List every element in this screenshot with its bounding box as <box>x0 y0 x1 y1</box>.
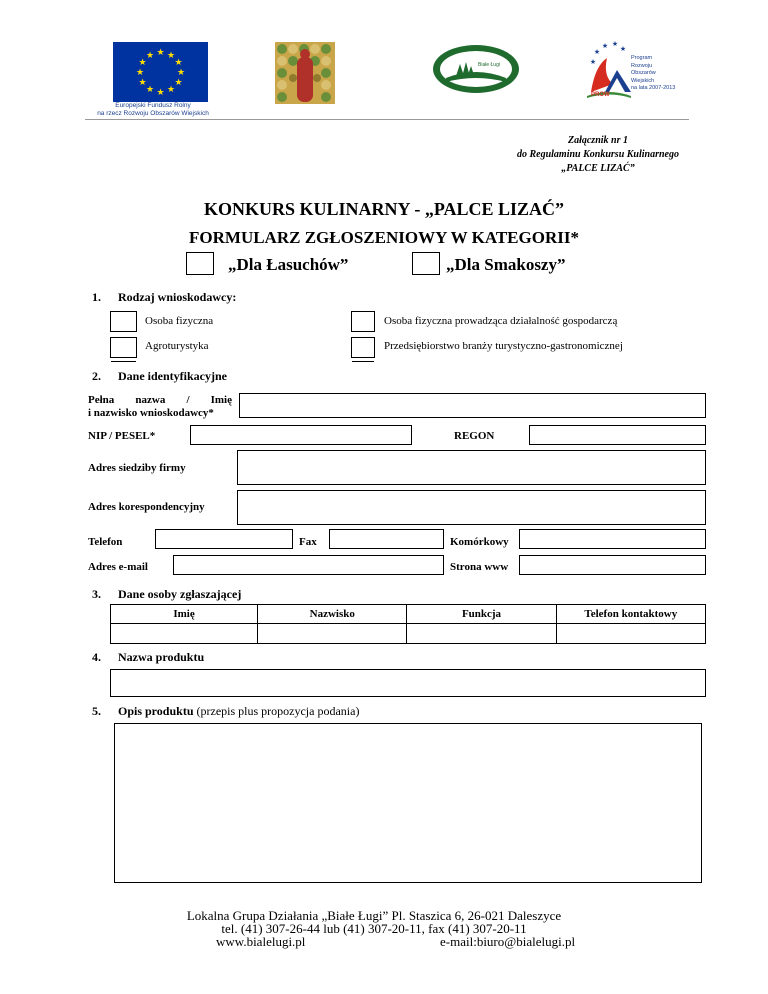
mobile-field[interactable] <box>519 529 706 549</box>
phone-label: Telefon <box>88 536 123 548</box>
footer <box>0 909 768 949</box>
svg-text:★: ★ <box>174 58 183 68</box>
svg-text:★: ★ <box>619 45 627 53</box>
header-divider <box>85 119 689 120</box>
lgd-badge-text: Białe Ługi <box>478 62 500 68</box>
footer-website-link[interactable]: www.bialelugi.pl <box>216 934 306 949</box>
full-name-label-line2: i nazwisko wnioskodawcy* <box>88 407 214 419</box>
prow-abbr: PROW <box>591 92 610 98</box>
eu-caption-line1: Europejski Fundusz Rolny <box>115 102 191 109</box>
divider-mark <box>352 361 374 362</box>
prow-line1: Program <box>631 55 653 61</box>
section1-title: Rodzaj wnioskodawcy: <box>118 290 237 304</box>
correspondence-field[interactable] <box>237 490 706 525</box>
www-field[interactable] <box>519 555 706 575</box>
form-subtitle: FORMULARZ ZGŁOSZENIOWY W KATEGORII* <box>189 228 579 247</box>
svg-text:★: ★ <box>156 88 165 98</box>
form-title: KONKURS KULINARNY - „PALCE LIZAĆ” <box>203 199 565 219</box>
section3-number: 3. <box>92 587 101 601</box>
section2-title: Dane identyfikacyjne <box>118 369 227 383</box>
svg-text:★: ★ <box>145 85 155 95</box>
applicant-checkbox-natural-person[interactable] <box>110 311 137 332</box>
first-name-cell[interactable] <box>111 624 258 644</box>
lgd-badge-icon <box>432 44 520 94</box>
section5-heading <box>92 704 359 719</box>
applicant-option-tourism-company: Przedsiębiorstwo branży turystyczno-gastronomicznej <box>384 340 623 352</box>
email-field[interactable] <box>173 555 444 575</box>
prow-line5: na lata 2007-2013 <box>631 85 676 91</box>
svg-text:★: ★ <box>166 85 176 95</box>
phone-field[interactable] <box>155 529 293 549</box>
column-header-function: Funkcja <box>407 605 556 624</box>
section2-heading <box>92 369 227 384</box>
nip-field[interactable] <box>190 425 412 445</box>
section4-number: 4. <box>92 650 101 664</box>
product-description-field[interactable] <box>114 723 702 883</box>
svg-text:★: ★ <box>601 42 609 50</box>
section1-heading <box>92 290 236 305</box>
applicant-checkbox-business-person[interactable] <box>351 311 375 332</box>
svg-text:★: ★ <box>138 78 147 88</box>
section4-heading <box>92 650 204 665</box>
full-name-field[interactable] <box>239 393 706 418</box>
applicant-checkbox-agrotourism[interactable] <box>110 337 137 358</box>
category-label-smakoszy: „Dla Smakoszy” <box>446 255 566 274</box>
category-label-lasuchow: „Dla Łasuchów” <box>228 255 349 274</box>
divider-mark <box>111 361 136 362</box>
product-name-field[interactable] <box>110 669 706 697</box>
section3-heading <box>92 587 241 602</box>
email-label: Adres e-mail <box>88 561 148 573</box>
section5-number: 5. <box>92 704 101 718</box>
table-header-row <box>111 605 706 624</box>
svg-text:★: ★ <box>611 40 619 48</box>
full-name-label <box>88 394 232 420</box>
svg-text:★: ★ <box>176 68 186 78</box>
column-header-first-name: Imię <box>111 605 258 624</box>
footer-email-link[interactable]: e-mail:biuro@bialelugi.pl <box>440 934 576 949</box>
footer-address: Lokalna Grupa Działania „Białe Ługi” Pl. Staszica 6, 26-021 Daleszyce <box>186 908 562 923</box>
leader-logo <box>275 42 335 104</box>
eu-logo <box>88 42 209 117</box>
eu-caption-line2: na rzecz Rozwoju Obszarów Wiejskich <box>97 110 209 117</box>
annex-line3: „PALCE LIZAĆ” <box>561 163 635 174</box>
phone-cell[interactable] <box>556 624 705 644</box>
svg-text:★: ★ <box>589 58 597 66</box>
prow-logo <box>585 40 685 102</box>
nip-label: NIP / PESEL* <box>88 430 156 442</box>
correspondence-label: Adres korespondencyjny <box>88 501 205 513</box>
section1-number: 1. <box>92 290 101 304</box>
last-name-cell[interactable] <box>258 624 407 644</box>
annex-line2: do Regulaminu Konkursu Kulinarnego <box>516 149 679 160</box>
address-field[interactable] <box>237 450 706 485</box>
svg-text:★: ★ <box>174 78 183 88</box>
address-label: Adres siedziby firmy <box>88 462 186 474</box>
svg-text:★: ★ <box>166 51 176 61</box>
applicant-option-agrotourism: Agroturystyka <box>145 340 209 352</box>
category-checkbox-lasuchow[interactable] <box>186 252 214 275</box>
regon-label: REGON <box>454 430 495 442</box>
eu-flag-icon <box>113 42 208 102</box>
svg-text:★: ★ <box>138 58 147 68</box>
applicant-option-natural-person: Osoba fizyczna <box>145 315 214 327</box>
svg-text:★: ★ <box>156 48 165 58</box>
section2-number: 2. <box>92 369 101 383</box>
leader-mosaic-icon <box>275 42 335 104</box>
lgd-logo <box>432 44 520 94</box>
prow-line4: Wiejskich <box>631 77 655 84</box>
function-cell[interactable] <box>407 624 556 644</box>
prow-line2: Rozwoju <box>631 62 653 69</box>
section4-title: Nazwa produktu <box>118 650 205 664</box>
section5-note: (przepis plus propozycja podania) <box>193 704 360 718</box>
table-row <box>111 624 706 644</box>
annex-line1: Załącznik nr 1 <box>567 135 628 146</box>
svg-text:★: ★ <box>135 68 145 78</box>
prow-line3: Obszarów <box>631 70 656 76</box>
www-label: Strona www <box>450 561 509 573</box>
annex-note <box>498 134 698 176</box>
svg-text:★: ★ <box>593 48 601 56</box>
applicant-person-table <box>110 604 706 644</box>
fax-label: Fax <box>299 536 317 548</box>
applicant-checkbox-tourism-company[interactable] <box>351 337 375 358</box>
regon-field[interactable] <box>529 425 706 445</box>
applicant-option-business-person: Osoba fizyczna prowadząca działalność gospodarczą <box>384 315 618 327</box>
mobile-label: Komórkowy <box>450 536 509 548</box>
fax-field[interactable] <box>329 529 444 549</box>
section5-title: Opis produktu <box>118 704 194 718</box>
svg-text:★: ★ <box>145 51 155 61</box>
footer-phone: tel. (41) 307-26-44 lub (41) 307-20-11, fax (41) 307-20-11 <box>221 921 527 936</box>
section3-title: Dane osoby zgłaszającej <box>118 587 242 601</box>
column-header-phone: Telefon kontaktowy <box>556 605 705 624</box>
full-name-label-line1: Pełna nazwa / Imię <box>88 394 232 406</box>
column-header-last-name: Nazwisko <box>258 605 407 624</box>
category-checkbox-smakoszy[interactable] <box>412 252 440 275</box>
